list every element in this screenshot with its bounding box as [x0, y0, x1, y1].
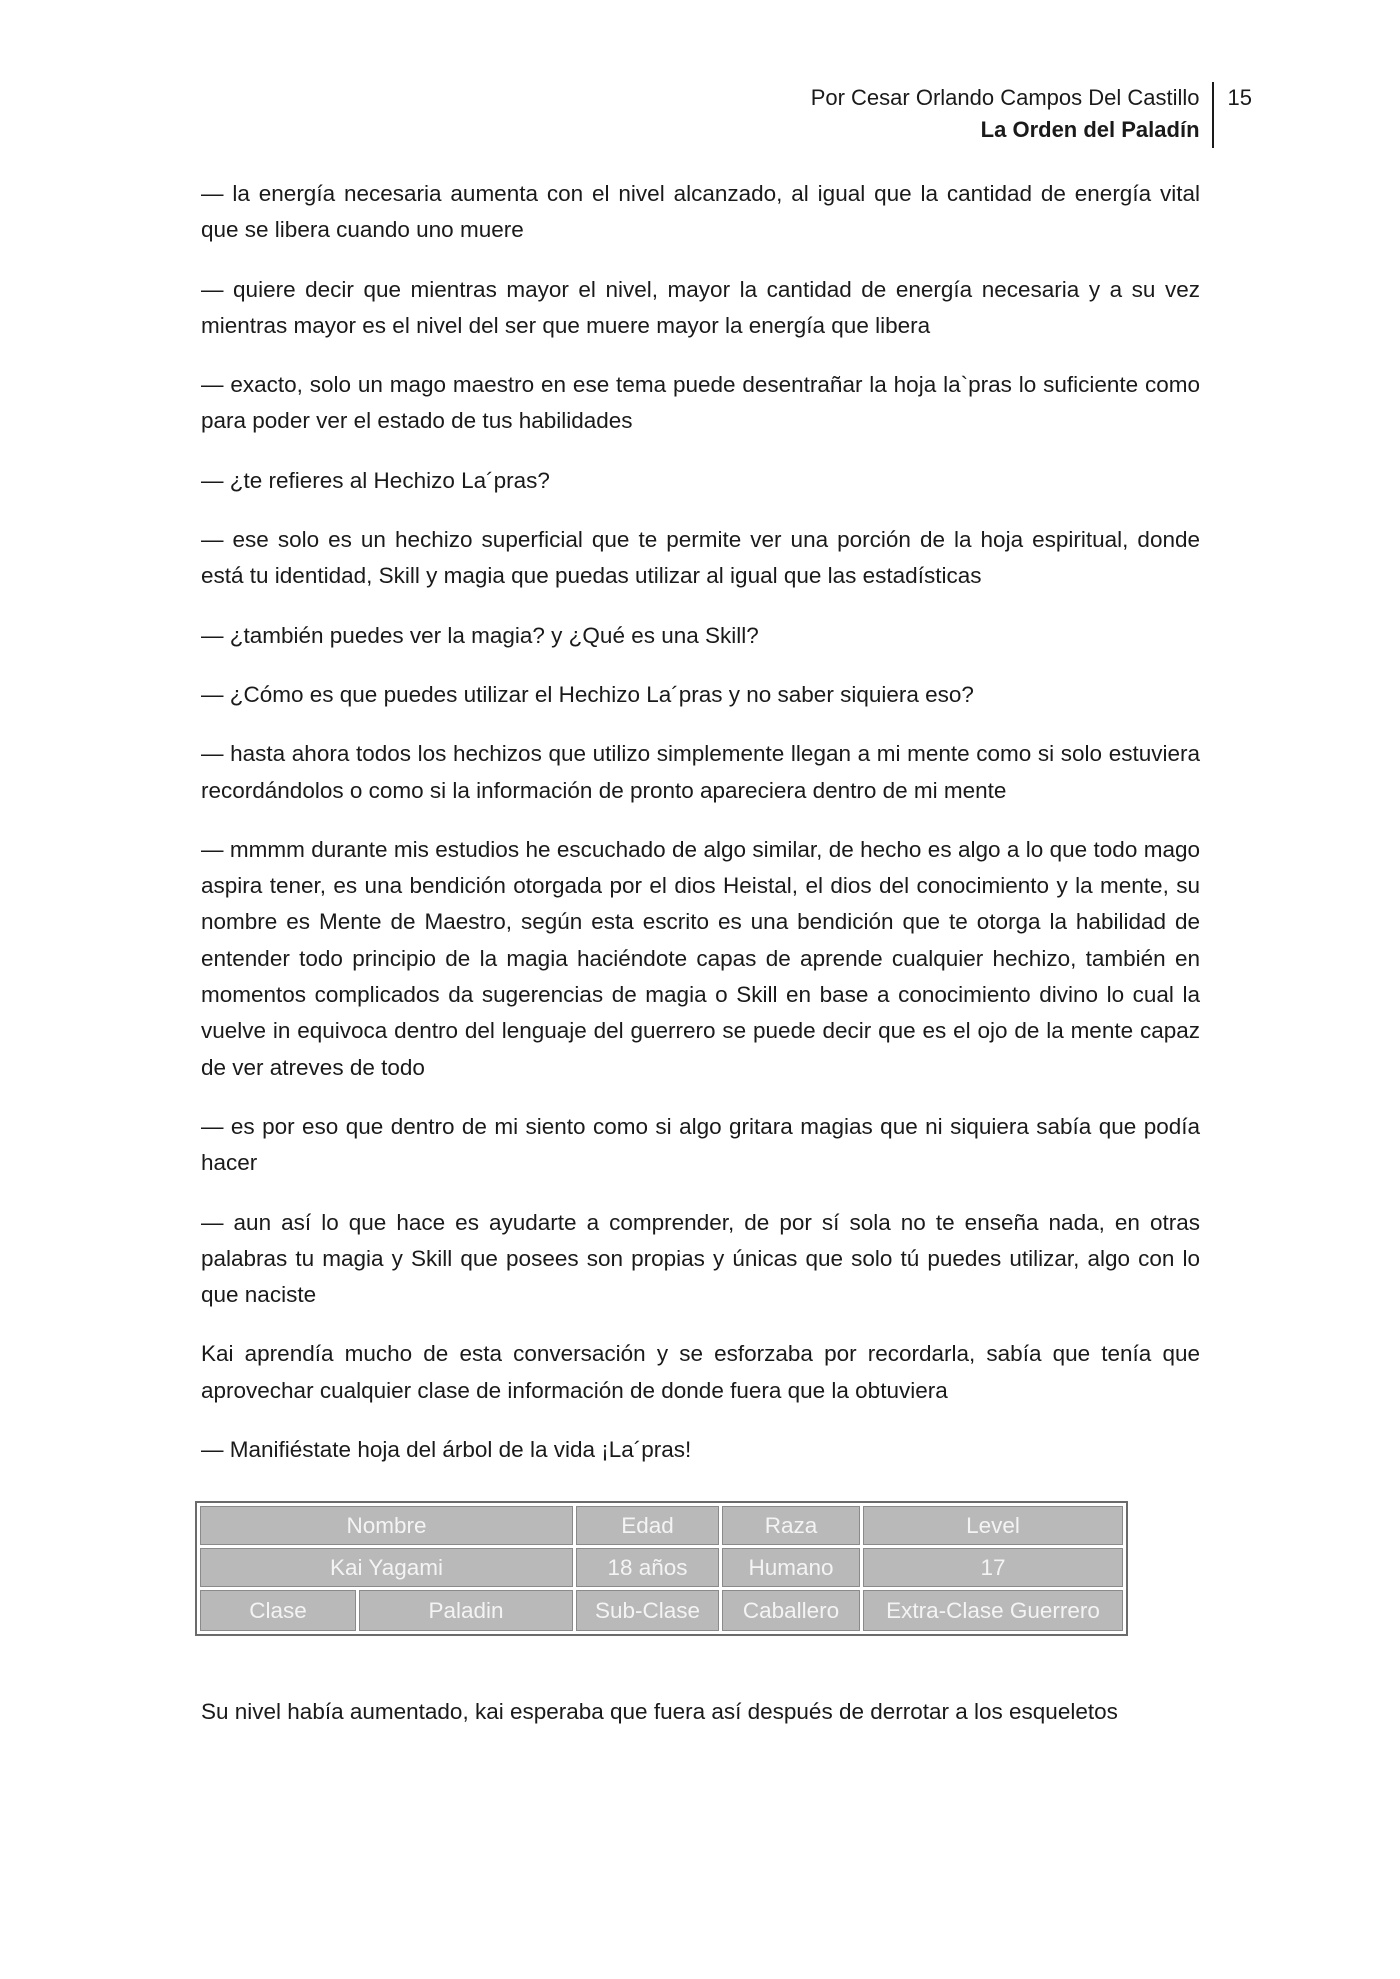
table-cell: Level	[863, 1506, 1123, 1545]
status-table	[195, 1501, 1128, 1636]
body-text	[201, 176, 1200, 1491]
paragraph: — la energía necesaria aumenta con el nivel alcanzado, al igual que la cantidad de energía vital que se libera cuando uno muere	[201, 181, 1200, 243]
table-cell: Extra-Clase Guerrero	[863, 1590, 1123, 1631]
paragraph: — quiere decir que mientras mayor el nivel, mayor la cantidad de energía necesaria y a su vez mientras mayor es el nivel del ser que muere mayor la energía que libera	[201, 276, 1200, 338]
status-table-class-row	[200, 1590, 1123, 1631]
paragraph: — es por eso que dentro de mi siento como si algo gritara magias que ni siquiera sabía que podía hacer	[201, 1113, 1200, 1176]
paragraph: — ¿Cómo es que puedes utilizar el Hechizo La´pras y no saber siquiera eso?	[201, 681, 974, 707]
paragraph: — exacto, solo un mago maestro en ese tema puede desentrañar la hoja la`pras lo suficiente como para poder ver el estado de tus habilidades	[201, 372, 1200, 434]
table-cell: Edad	[576, 1506, 719, 1545]
paragraph: — hasta ahora todos los hechizos que utilizo simplemente llegan a mi mente como si solo estuviera recordándolos o como si la información de pronto apareciera dentro de mi mente	[201, 741, 1200, 803]
table-cell: Humano	[722, 1548, 860, 1587]
table-cell: Nombre	[200, 1506, 573, 1545]
table-cell: Clase	[200, 1590, 356, 1631]
closing-paragraph: Su nivel había aumentado, kai esperaba que fuera así después de derrotar a los esqueletos	[201, 1699, 1118, 1724]
paragraph: — ese solo es un hechizo superficial que te permite ver una porción de la hoja espiritual, donde está tu identidad, Skill y magia que puedas utilizar al igual que las estadísticas	[201, 527, 1200, 589]
header-author: Por Cesar Orlando Campos Del Castillo	[810, 85, 1200, 110]
paragraph: — ¿te refieres al Hechizo La´pras?	[201, 467, 550, 493]
header-book-title: La Orden del Paladín	[980, 117, 1200, 142]
table-cell: Caballero	[722, 1590, 860, 1631]
header-text-block	[811, 82, 1212, 146]
status-table-value-row	[200, 1548, 1123, 1587]
table-cell: 18 años	[576, 1548, 719, 1587]
table-cell: Sub-Clase	[576, 1590, 719, 1631]
paragraph: — mmmm durante mis estudios he escuchado de algo similar, de hecho es algo a lo que todo mago aspira tener, es una bendición otorgada por el dios Heistal, el dios del conocimiento y la mente, su nombre es Mente de Maestro, según esta escrito es una bendición que te otorga la habilidad de entender todo principio de la magia haciéndote capas de aprende cualquier hechizo, también en momentos complicados da sugerencias de magia o Skill en base a conocimiento divino lo cual la vuelve in equivoca dentro del lenguaje del guerrero se puede decir que es el ojo de la mente capaz de ver atreves de todo	[201, 836, 1200, 1080]
table-cell: Kai Yagami	[200, 1548, 573, 1587]
paragraph: — aun así lo que hace es ayudarte a comprender, de por sí sola no te enseña nada, en otras palabras tu magia y Skill que posees son propias y únicas que solo tú puedes utilizar, algo con lo que naciste	[201, 1209, 1200, 1308]
table-cell: 17	[863, 1548, 1123, 1587]
page-number: 15	[1227, 85, 1252, 110]
paragraph: — ¿también puedes ver la magia? y ¿Qué es una Skill?	[201, 622, 759, 648]
page-header	[811, 82, 1252, 148]
table-cell: Paladin	[359, 1590, 573, 1631]
status-table-header-row	[200, 1506, 1123, 1545]
paragraph: Kai aprendía mucho de esta conversación y se esforzaba por recordarla, sabía que tenía que aprovechar cualquier clase de información de donde fuera que la obtuviera	[201, 1341, 1200, 1403]
paragraph: — Manifiéstate hoja del árbol de la vida ¡La´pras!	[201, 1437, 692, 1463]
table-cell: Raza	[722, 1506, 860, 1545]
